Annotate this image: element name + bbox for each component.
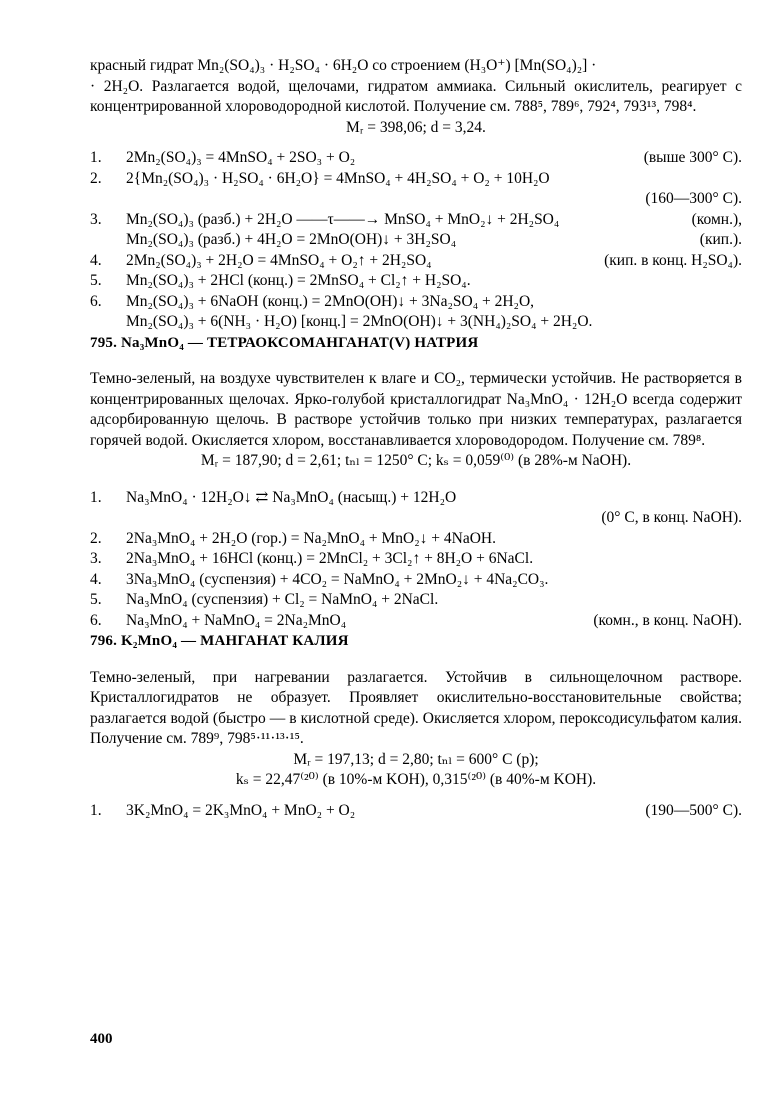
reaction-number: 5.	[90, 272, 102, 289]
section-heading-796: 796. K₂MnO₄ — МАНГАНАТ КАЛИЯ	[90, 633, 349, 649]
reaction-number: 3.	[90, 210, 102, 228]
reaction-item	[90, 590, 742, 611]
reaction-equation: Mn₂(SO₄)₃ (разб.) + 4H₂O = 2MnO(OH)↓ + 3H₂SO₄	[126, 231, 457, 248]
reaction-number: 1.	[90, 488, 102, 506]
reaction-number: 5.	[90, 591, 102, 608]
section-796-properties-2: kₛ = 22,47⁽²⁰⁾ (в 10%-м KOH), 0,315⁽²⁰⁾ (в 40%-м KOH).	[235, 771, 597, 788]
reaction-condition: (комн.),	[691, 210, 742, 228]
reaction-number: 2.	[90, 169, 102, 187]
reaction-item	[90, 251, 742, 272]
reaction-equation: 2Na₃MnO₄ + 2H₂O (гор.) = Na₂MnO₄ + MnO₂↓ + 4NaOH.	[126, 529, 496, 547]
reaction-list-794	[90, 148, 742, 333]
reaction-equation: Mn₂(SO₄)₃ + 6NaOH (конц.) = 2MnO(OH)↓ + 3Na₂SO₄ + 2H₂O,	[126, 292, 535, 310]
section-796-paragraph: Темно-зеленый, при нагревании разлагается. Устойчив в сильнощелочном растворе. Кристаллогидратов не образует. Проявляет окислительно-восстановительные свойства; разлагается водой (быстро — в кислотной среде). Окисляется хлором, пероксодисульфатом калия. Получение см. 789⁹, 798⁵·¹¹·¹³·¹⁵.	[90, 668, 742, 747]
section-heading-795: 795. Na₃MnO₄ — ТЕТРАОКСОМАНГАНАТ(V) НАТРИЯ	[90, 334, 479, 351]
reaction-condition: (190—500° C).	[645, 801, 742, 819]
section-795-paragraph: Темно-зеленый, на воздухе чувствителен к влаге и CO₂, термически устойчив. Не растворяется в концентрированных щелочах. Ярко-голубой кристаллогидрат Na₃MnO₄ · 12H₂O всегда содержит адсорбированную щелочь. В растворе устойчив только при низких температурах, разлагается горячей водой. Окисляется хлором, восстанавливается хлороводородом. Получение см. 789⁸.	[90, 370, 742, 449]
page-content	[90, 56, 742, 821]
reaction-item	[90, 169, 742, 190]
reaction-condition: (0° C, в конц. NaOH).	[601, 509, 742, 526]
reaction-equation: 3K₂MnO₄ = 2K₃MnO₄ + MnO₂ + O₂	[126, 801, 356, 819]
reaction-equation: 3Na₃MnO₄ (суспензия) + 4CO₂ = NaMnO₄ + 2MnO₂↓ + 4Na₂CO₃.	[126, 570, 549, 588]
reaction-number: 1.	[90, 149, 102, 166]
reaction-equation: 2Mn₂(SO₄)₃ = 4MnSO₄ + 2SO₃ + O₂	[126, 149, 356, 166]
reaction-condition: (выше 300° C).	[643, 149, 742, 166]
section-795-properties: Mᵣ = 187,90; d = 2,61; tₙₗ = 1250° C; kₛ = 0,059⁽⁰⁾ (в 28%-м NaOH).	[200, 452, 632, 469]
reaction-number: 6.	[90, 292, 102, 310]
intro-paragraph: · 2H₂O. Разлагается водой, щелочами, гидратом аммиака. Сильный окислитель, реагирует с концентрированной хлороводородной кислотой. Получение см. 788⁵, 789⁶, 792⁴, 793¹³, 798⁴.	[90, 77, 742, 115]
reaction-item	[90, 549, 742, 570]
reaction-equation: 2Mn₂(SO₄)₃ + 2H₂O = 4MnSO₄ + O₂↑ + 2H₂SO₄	[126, 251, 432, 269]
reaction-number: 6.	[90, 611, 102, 629]
reaction-item	[90, 529, 742, 550]
reaction-equation: Na₃MnO₄ + NaMnO₄ = 2Na₂MnO₄	[126, 611, 347, 629]
reaction-equation: Na₃MnO₄ (суспензия) + Cl₂ = NaMnO₄ + 2NaCl.	[126, 591, 439, 608]
reaction-item	[90, 488, 742, 509]
page-number: 400	[90, 1031, 113, 1047]
reaction-number: 3.	[90, 550, 102, 567]
reaction-equation: Na₃MnO₄ · 12H₂O↓ ⇄ Na₃MnO₄ (насыщ.) + 12H₂O	[126, 488, 457, 506]
reaction-equation: 2Na₃MnO₄ + 16HCl (конц.) = 2MnCl₂ + 3Cl₂↑ + 8H₂O + 6NaCl.	[126, 550, 534, 567]
reaction-number: 2.	[90, 529, 102, 547]
reaction-item-continued	[90, 230, 742, 251]
reaction-equation: Mn₂(SO₄)₃ (разб.) + 2H₂O ——τ——→ MnSO₄ + MnO₂↓ + 2H₂SO₄	[126, 210, 560, 228]
reaction-condition: (комн., в конц. NaOH).	[593, 611, 742, 629]
reaction-number: 1.	[90, 801, 102, 819]
reaction-number: 4.	[90, 570, 102, 588]
section-796-properties-1: Mᵣ = 197,13; d = 2,80; tₙₗ = 600° C (p);	[293, 750, 539, 768]
reaction-item	[90, 801, 742, 822]
reaction-equation: 2{Mn₂(SO₄)₃ · H₂SO₄ · 6H₂O} = 4MnSO₄ + 4H₂SO₄ + O₂ + 10H₂O	[126, 169, 550, 187]
reaction-item	[90, 570, 742, 591]
reaction-item	[90, 148, 742, 169]
reaction-item	[90, 271, 742, 292]
reaction-condition: (кип.).	[699, 231, 742, 248]
reaction-item	[90, 210, 742, 231]
intro-properties: Mᵣ = 398,06; d = 3,24.	[346, 118, 486, 136]
reaction-list-796	[90, 801, 742, 822]
reaction-condition: (160—300° C).	[645, 190, 742, 207]
intro-line: красный гидрат Mn₂(SO₄)₃ · H₂SO₄ · 6H₂O со строением (H₃O⁺) [Mn(SO₄)₂] ·	[90, 57, 597, 74]
reaction-item	[90, 611, 742, 632]
reaction-equation: Mn₂(SO₄)₃ + 2HCl (конц.) = 2MnSO₄ + Cl₂↑ + H₂SO₄.	[126, 272, 471, 289]
reaction-number: 4.	[90, 251, 102, 269]
reaction-item	[90, 292, 742, 313]
reaction-list-795	[90, 488, 742, 632]
reaction-condition: (кип. в конц. H₂SO₄).	[604, 251, 742, 269]
reaction-item-continued	[90, 312, 742, 333]
reaction-equation: Mn₂(SO₄)₃ + 6(NH₃ · H₂O) [конц.] = 2MnO(OH)↓ + 3(NH₄)₂SO₄ + 2H₂O.	[126, 313, 593, 330]
